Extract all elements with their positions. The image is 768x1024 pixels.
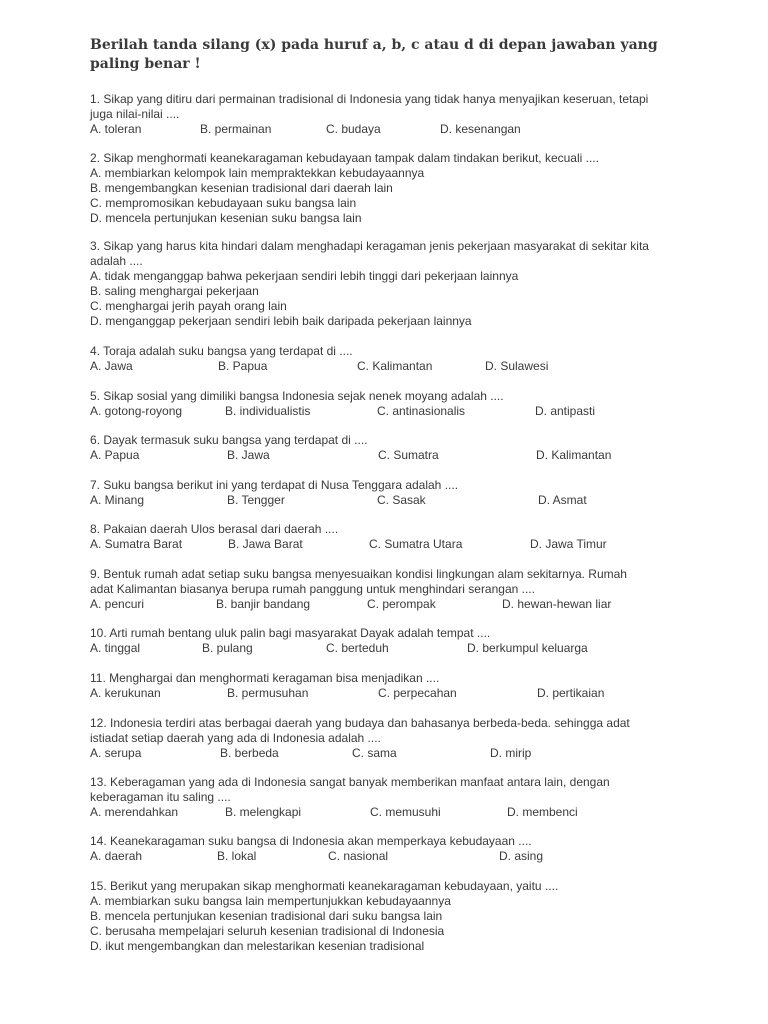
option-c[interactable]: C. Sumatra [378,448,439,462]
option-b[interactable]: B. saling menghargai pekerjaan [90,284,259,298]
option-row [90,122,690,137]
option-c[interactable]: C. Sasak [377,493,426,507]
question-3 [90,239,690,329]
question-text: 15. Berikut yang merupakan sikap menghormati keanekaragaman kebudayaan, yaitu .... [90,879,559,893]
question-2 [90,151,690,226]
option-c[interactable]: C. nasional [328,849,389,863]
option-row [90,746,690,761]
option-b[interactable]: B. Jawa [227,448,270,462]
option-b[interactable]: B. Jawa Barat [228,537,303,551]
option-b[interactable]: B. permusuhan [227,686,309,700]
question-text: 3. Sikap yang harus kita hindari dalam menghadapi keragaman jenis pekerjaan masyarakat di sekitar kita [90,239,649,253]
question-6 [90,433,690,463]
question-10 [90,626,690,656]
question-1 [90,92,690,137]
question-14 [90,834,690,864]
option-c[interactable]: C. antinasionalis [377,404,466,418]
option-d[interactable]: D. mirip [490,746,532,760]
option-b[interactable]: B. mencela pertunjukan kesenian tradisional dari suku bangsa lain [90,909,443,923]
option-b[interactable]: B. banjir bandang [216,597,311,611]
option-b[interactable]: B. melengkapi [225,805,302,819]
option-d[interactable]: D. ikut mengembangkan dan melestarikan kesenian tradisional [90,939,425,953]
option-row [90,597,690,612]
option-c[interactable]: C. sama [352,746,397,760]
option-b[interactable]: B. permainan [200,122,272,136]
option-b[interactable]: B. berbeda [220,746,279,760]
question-5 [90,389,690,419]
option-c[interactable]: C. berteduh [326,641,389,655]
option-b[interactable]: B. Papua [218,359,268,373]
question-text: 12. Indonesia terdiri atas berbagai daerah yang budaya dan bahasanya berbeda-beda. sehingga adat [90,716,630,730]
option-c[interactable]: C. budaya [326,122,381,136]
option-row [90,404,690,419]
option-row [90,805,690,820]
option-d[interactable]: D. menganggap pekerjaan sendiri lebih baik daripada pekerjaan lainnya [90,314,472,328]
question-7 [90,478,690,508]
option-a[interactable]: A. tidak menganggap bahwa pekerjaan sendiri lebih tinggi dari pekerjaan lainnya [90,269,519,283]
question-text: keberagaman itu saling .... [90,790,231,804]
question-text: 1. Sikap yang ditiru dari permainan tradisional di Indonesia yang tidak hanya menyajikan keseruan, tetapi [90,92,649,106]
option-c[interactable]: C. Sumatra Utara [369,537,463,551]
question-text: 6. Dayak termasuk suku bangsa yang terdapat di .... [90,433,368,447]
option-a[interactable]: A. toleran [90,122,142,136]
question-4 [90,344,690,374]
option-a[interactable]: A. kerukunan [90,686,161,700]
option-row [90,537,690,552]
question-15 [90,879,690,954]
question-text: istiadat setiap daerah yang ada di Indonesia adalah .... [90,731,381,745]
question-8 [90,522,690,552]
question-text: 14. Keanekaragaman suku bangsa di Indonesia akan memperkaya kebudayaan .... [90,834,532,848]
question-12 [90,716,690,761]
question-text: adat Kalimantan biasanya berupa rumah panggung untuk menghindari serangan .... [90,582,535,596]
question-text: juga nilai-nilai .... [90,107,180,121]
option-a[interactable]: A. Sumatra Barat [90,537,183,551]
option-a[interactable]: A. Jawa [90,359,133,373]
option-row [90,359,690,374]
option-b[interactable]: B. Tengger [227,493,285,507]
question-text: 10. Arti rumah bentang uluk palin bagi masyarakat Dayak adalah tempat .... [90,626,491,640]
question-text: 5. Sikap sosial yang dimiliki bangsa Indonesia sejak nenek moyang adalah .... [90,389,504,403]
option-a[interactable]: A. Minang [90,493,145,507]
option-c[interactable]: C. Kalimantan [357,359,433,373]
option-row [90,849,690,864]
option-d[interactable]: D. Kalimantan [536,448,612,462]
question-text: adalah .... [90,254,143,268]
option-a[interactable]: A. merendahkan [90,805,179,819]
option-a[interactable]: A. pencuri [90,597,145,611]
option-c[interactable]: C. perpecahan [378,686,457,700]
question-text: 4. Toraja adalah suku bangsa yang terdapat di .... [90,344,353,358]
question-text: 9. Bentuk rumah adat setiap suku bangsa menyesuaikan kondisi lingkungan alam sekitarnya. Rumah [90,567,627,581]
option-d[interactable]: D. Asmat [538,493,587,507]
option-a[interactable]: A. daerah [90,849,143,863]
question-text: 8. Pakaian daerah Ulos berasal dari daerah .... [90,522,339,536]
option-a[interactable]: A. gotong-royong [90,404,183,418]
option-c[interactable]: C. menghargai jerih payah orang lain [90,299,287,313]
option-row [90,493,690,508]
option-b[interactable]: B. mengembangkan kesenian tradisional dari daerah lain [90,181,393,195]
option-d[interactable]: D. berkumpul keluarga [467,641,588,655]
option-a[interactable]: A. serupa [90,746,142,760]
option-c[interactable]: C. perompak [367,597,436,611]
option-d[interactable]: D. asing [499,849,544,863]
option-row [90,448,690,463]
question-text: 11. Menghargai dan menghormati keragaman bisa menjadikan .... [90,671,440,685]
question-text: 13. Keberagaman yang ada di Indonesia sangat banyak memberikan manfaat antara lain, dengan [90,775,610,789]
instruction-heading: Berilah tanda silang (x) pada huruf a, b, c atau d di depan jawaban yang paling benar ! [90,37,658,72]
option-d[interactable]: D. mencela pertunjukan kesenian suku bangsa lain [90,211,362,225]
question-13 [90,775,690,820]
option-d[interactable]: D. kesenangan [440,122,521,136]
question-text: 7. Suku bangsa berikut ini yang terdapat di Nusa Tenggara adalah .... [90,478,459,492]
option-d[interactable]: D. Jawa Timur [530,537,607,551]
option-a[interactable]: A. tinggal [90,641,141,655]
option-d[interactable]: D. Sulawesi [485,359,549,373]
option-b[interactable]: B. lokal [217,849,257,863]
option-b[interactable]: B. pulang [202,641,253,655]
option-row [90,641,690,656]
option-c[interactable]: C. memusuhi [370,805,441,819]
option-b[interactable]: B. individualistis [225,404,311,418]
option-d[interactable]: D. antipasti [535,404,596,418]
question-9 [90,567,690,612]
option-c[interactable]: C. mempromosikan kebudayaan suku bangsa lain [90,196,357,210]
option-row [90,686,690,701]
question-11 [90,671,690,701]
option-a[interactable]: A. membiarkan kelompok lain mempraktekkan kebudayaannya [90,166,425,180]
option-a[interactable]: A. Papua [90,448,140,462]
option-d[interactable]: D. membenci [507,805,578,819]
option-a[interactable]: A. membiarkan suku bangsa lain mempertunjukkan kebudayaannya [90,894,451,908]
option-d[interactable]: D. pertikaian [537,686,605,700]
option-c[interactable]: C. berusaha mempelajari seluruh kesenian tradisional di Indonesia [90,924,445,938]
question-text: 2. Sikap menghormati keanekaragaman kebudayaan tampak dalam tindakan berikut, kecuali .... [90,151,599,165]
option-d[interactable]: D. hewan-hewan liar [502,597,612,611]
